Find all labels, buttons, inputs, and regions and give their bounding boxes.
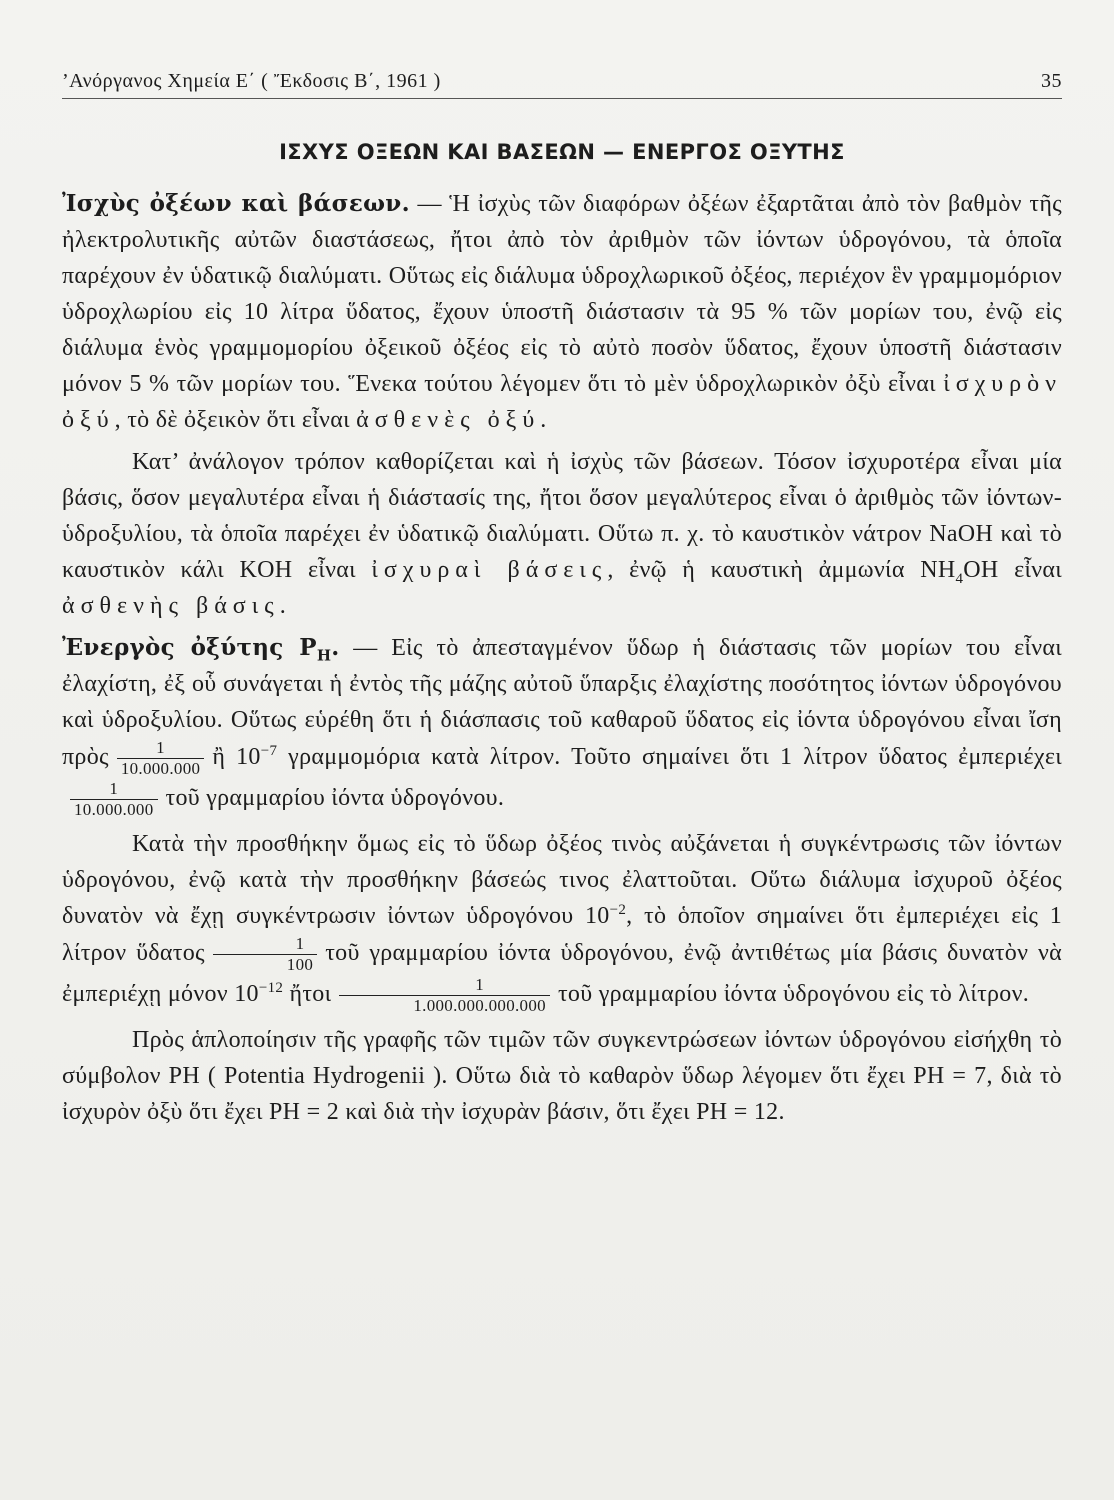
fraction-1-over-100 xyxy=(213,934,317,975)
run-in-subscript: Η xyxy=(316,646,332,665)
paragraph-active-acidity xyxy=(62,630,1062,820)
formula-subscript: 4 xyxy=(955,570,964,587)
spaced-term-strong-bases: ἰσχυραὶ βάσεις xyxy=(371,557,608,583)
section-heading: ΙΣΧΥΣ ΟΞΕΩΝ ΚΑΙ ΒΑΣΕΩΝ — ΕΝΕΡΓΟΣ ΟΞΥΤΗΣ xyxy=(279,140,845,164)
fraction-1-over-10m xyxy=(70,779,158,820)
text-span: , ἐνῷ ἡ καυστικὴ ἀμμωνία xyxy=(607,557,921,583)
spaced-term-strong-acid: ἰσχυρὸν ὀξύ xyxy=(62,371,1062,433)
text-span: — Εἰς τὸ ἀπεσταγμένον ὕδωρ ἡ διάστασις τῶν μορίων του εἶναι ἐλαχίστη, ἐξ οὗ συνάγεται ἡ ἐντὸς τῆς μάζης αὐτοῦ ὕπαρξις ἐλαχίστης ποσότητος ἰόντων ὑδρογόνου καὶ ὑδροξυλίου. Οὕτως εὑρέθη ὅτι ἡ διάσπασις τοῦ καθαροῦ ὕδατος εἰς ἰόντα ὑδρογόνου εἶναι ἴση πρὸς xyxy=(62,635,1062,771)
formula-part: OH xyxy=(963,557,999,583)
run-in-heading-strength: Ἰσχὺς ὀξέων καὶ βάσεων. xyxy=(62,190,410,217)
run-in-heading-ph xyxy=(62,634,340,665)
fraction-denominator: 1.000.000.000.000 xyxy=(339,995,550,1016)
header-rule xyxy=(62,98,1062,99)
text-span: τοῦ γραμμαρίου ἰόντα ὑδρογόνου εἰς τὸ λίτρον. xyxy=(557,981,1030,1008)
formula-part: NH xyxy=(920,557,956,583)
fraction-1-over-1e12 xyxy=(339,975,550,1016)
text-span: γραμμομόρια κατὰ λίτρον. Τοῦτο σημαίνει ὅτι 1 λίτρον ὕδατος ἐμπεριέχει xyxy=(277,744,1062,771)
text-span: τοῦ γραμμαρίου ἰόντα ὑδρογόνου. xyxy=(165,785,505,812)
paragraph-ph-symbol xyxy=(62,1022,1062,1130)
text-span: . xyxy=(279,593,286,619)
text-span: , τὸ ὁποῖον σημαίνει ὅτι ἐμπεριέχει εἰς 1 λίτρον ὕδατος xyxy=(62,903,1062,967)
paragraph-acid-base-strength xyxy=(62,186,1062,438)
text-span: — Ἡ ἰσχὺς τῶν διαφόρων ὀξέων ἐξαρτᾶται ἀπὸ τὸν βαθμὸν τῆς ἠλεκτρολυτικῆς αὐτῶν διαστάσεως, ἤτοι ἀπὸ τὸν ἀριθμὸν τῶν ἰόντων ὑδρογόνου, τὰ ὁποῖα παρέχουν ἐν ὑδατικῷ διαλύματι. Οὕτως εἰς διάλυμα ὑδροχλωρικοῦ ὀξέος, περιέχον ἓν γραμμομόριον ὑδροχλωρίου εἰς 10 λίτρα ὕδατος, ἔχουν ὑποστῆ διάστασιν τὰ 95 % τῶν μορίων του, ἐνῷ εἰς διάλυμα ἑνὸς γραμμομορίου ὀξεικοῦ ὀξέος εἰς τὸ αὐτὸ ποσὸν ὕδατος, ἔχουν ὑποστῆ διάστασιν μόνον 5 % τῶν μορίων του. Ἕνεκα τούτου λέγομεν ὅτι τὸ μὲν ὑδροχλωρικὸν ὀξὺ εἶναι xyxy=(62,191,1062,397)
text-span: τοῦ γραμμαρίου ἰόντα ὑδρογόνου, ἐνῷ ἀντιθέτως μία βάσις δυνατὸν νὰ ἐμπεριέχῃ μόνον 10 xyxy=(62,940,1062,1008)
fraction-denominator: 10.000.000 xyxy=(70,799,158,820)
running-title: ’Ανόργανος Χημεία Ε΄ ( Ἔκδοσις Β΄, 1961 ) xyxy=(62,70,441,92)
text-span: ἢ 10 xyxy=(212,744,261,771)
exponent: −7 xyxy=(260,743,278,760)
paragraph-concentration xyxy=(62,826,1062,1016)
running-header xyxy=(62,70,1062,93)
text-span: ἤτοι xyxy=(283,981,332,1008)
fraction-numerator: 1 xyxy=(156,738,165,757)
fraction-denominator: 100 xyxy=(213,954,317,975)
text-span: εἶναι xyxy=(998,557,1063,583)
fraction-denominator: 10.000.000 xyxy=(117,758,205,779)
spaced-term-weak-acid: ἀσθενὲς ὀξύ xyxy=(356,407,541,433)
text-span: Πρὸς ἁπλοποίησιν τῆς γραφῆς τῶν τιμῶν τῶν συγκεντρώσεων ἰόντων ὑδρογόνου εἰσήχθη τὸ σύμβολον ΡΗ ( Potentia Hydrogenii ). Οὕτω διὰ τὸ καθαρὸν ὕδωρ λέγομεν ὅτι ἔχει ΡΗ = 7, διὰ τὸ ἰσχυρὸν ὀξὺ ὅτι ἔχει ΡΗ = 2 καὶ διὰ τὴν ἰσχυρὰν βάσιν, ὅτι ἔχει ΡΗ = 12. xyxy=(62,1027,1062,1125)
text-span: Κατ’ ἀνάλογον τρόπον καθορίζεται καὶ ἡ ἰσχὺς τῶν βάσεων. Τόσον ἰσχυροτέρα εἶναι μία βάσις, ὅσον μεγαλυτέρα εἶναι ἡ διάστασίς της, ἤτοι ὅσον μεγαλύτερος εἶναι ὁ ἀριθμὸς τῶν ἰόντων-ὑδροξυλίου, τὰ ὁποῖα παρέχει ἐν ὑδατικῷ διαλύματι. Οὕτω π. χ. τὸ καυστικὸν νάτρον NaOH καὶ τὸ καυστικὸν κάλι KOH εἶναι xyxy=(62,449,1062,583)
exponent: −2 xyxy=(609,902,627,918)
spaced-term-weak-base: ἀσθενὴς βάσις xyxy=(62,593,280,619)
formula-nh4oh xyxy=(920,557,999,587)
run-in-text: Ἐνεργὸς ὀξύτης Ρ xyxy=(62,634,317,661)
paragraph-base-strength xyxy=(62,444,1062,624)
fraction-1-over-10m xyxy=(117,738,205,779)
fraction-numerator: 1 xyxy=(475,975,485,994)
fraction-numerator: 1 xyxy=(295,934,305,953)
body-text xyxy=(62,186,1062,1136)
exponent: −12 xyxy=(258,980,284,997)
text-span: , τὸ δὲ ὀξεικὸν ὅτι εἶναι xyxy=(114,407,357,433)
page-number: 35 xyxy=(1041,70,1062,92)
text-span: Κατὰ τὴν προσθήκην ὅμως εἰς τὸ ὕδωρ ὀξέος τινὸς αὐξάνεται ἡ συγκέντρωσις τῶν ἰόντων ὑδρογόνου, ἐνῷ κατὰ τὴν προσθήκην βάσεώς τινος ἐλαττοῦται. Οὕτω διάλυμα ἰσχυροῦ ὀξέος δυνατὸν νὰ ἔχῃ συγκέντρωσιν ἰόντων ὑδρογόνου 10 xyxy=(62,831,1062,929)
fraction-numerator: 1 xyxy=(109,779,119,798)
text-span: . xyxy=(540,407,547,433)
run-in-end: . xyxy=(331,634,340,661)
